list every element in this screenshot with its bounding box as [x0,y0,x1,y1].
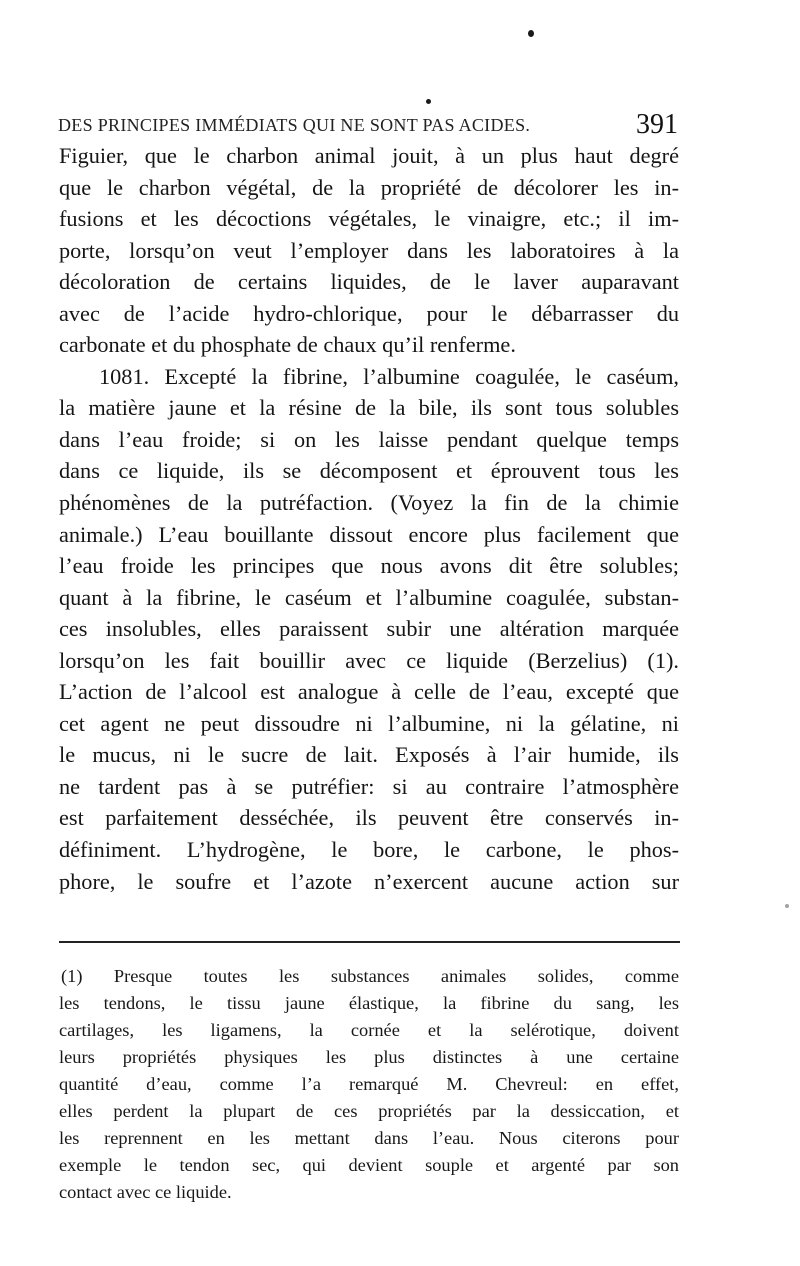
body-line: ces insolubles, elles paraissent subir une altération marquée [59,616,679,642]
body-line: décoloration de certains liquides, de le laver auparavant [59,269,679,295]
footnote-line: (1) Presque toutes les substances animales solides, comme [61,966,679,986]
body-line: dans ce liquide, ils se décomposent et éprouvent tous les [59,458,679,484]
body-line: L’action de l’alcool est analogue à celle de l’eau, excepté que [59,679,679,705]
footnote-line: exemple le tendon sec, qui devient souple et argenté par son [59,1155,679,1175]
running-head: DES PRINCIPES IMMÉDIATS QUI NE SONT PAS ACIDES. [58,115,531,135]
body-line: avec de l’acide hydro-chlorique, pour le débarrasser du [59,300,679,326]
body-line: le mucus, ni le sucre de lait. Exposés à l’air humide, ils [59,742,679,768]
body-line: carbonate et du phosphate de chaux qu’il renferme. [59,332,516,358]
body-line: animale.) L’eau bouillante dissout encore plus facilement que [59,521,679,547]
body-line: que le charbon végétal, de la propriété de décolorer les in- [59,174,679,200]
footnote-line: leurs propriétés physiques les plus distinctes à une certaine [59,1047,679,1067]
body-text [59,140,679,897]
body-line: cet agent ne peut dissoudre ni l’albumine, ni la gélatine, ni [59,710,679,736]
body-line: lorsqu’on les fait bouillir avec ce liquide (Berzelius) (1). [59,647,679,673]
body-line: l’eau froide les principes que nous avons dit être solubles; [59,553,679,579]
body-line: la matière jaune et la résine de la bile, ils sont tous solubles [59,395,679,421]
page-number: 391 [636,109,678,140]
body-line: dans l’eau froide; si on les laisse pendant quelque temps [59,426,679,452]
ink-speck [426,99,431,104]
body-line: définiment. L’hydrogène, le bore, le carbone, le phos- [59,837,679,863]
body-line: ne tardent pas à se putréfier: si au contraire l’atmosphère [59,773,679,799]
footnote-line: contact avec ce liquide. [59,1182,232,1202]
body-line: fusions et les décoctions végétales, le vinaigre, etc.; il im- [59,206,679,232]
ink-speck [785,904,789,908]
footnote-line: quantité d’eau, comme l’a remarqué M. Chevreul: en effet, [59,1074,679,1094]
body-line: est parfaitement desséchée, ils peuvent être conservés in- [59,805,679,831]
body-line: quant à la fibrine, le caséum et l’albumine coagulée, substan- [59,584,679,610]
footnote-line: cartilages, les ligamens, la cornée et la selérotique, doivent [59,1020,679,1040]
body-line: phénomènes de la putréfaction. (Voyez la fin de la chimie [59,490,679,516]
page-header [58,109,678,143]
body-line: porte, lorsqu’on veut l’employer dans les laboratoires à la [59,237,679,263]
footnote-line: les tendons, le tissu jaune élastique, la fibrine du sang, les [59,993,679,1013]
footnote-line: elles perdent la plupart de ces propriétés par la dessiccation, et [59,1101,679,1121]
paragraph-1081-start: 1081. Excepté la fibrine, l’albumine coagulée, le caséum, [99,363,679,389]
footnote-line: les reprennent en les mettant dans l’eau. Nous citerons pour [59,1128,679,1148]
footnote-divider [59,941,680,943]
body-line: phore, le soufre et l’azote n’exercent aucune action sur [59,868,679,894]
footnote [59,963,679,1206]
ink-speck [528,30,534,37]
body-line: Figuier, que le charbon animal jouit, à un plus haut degré [59,143,679,168]
